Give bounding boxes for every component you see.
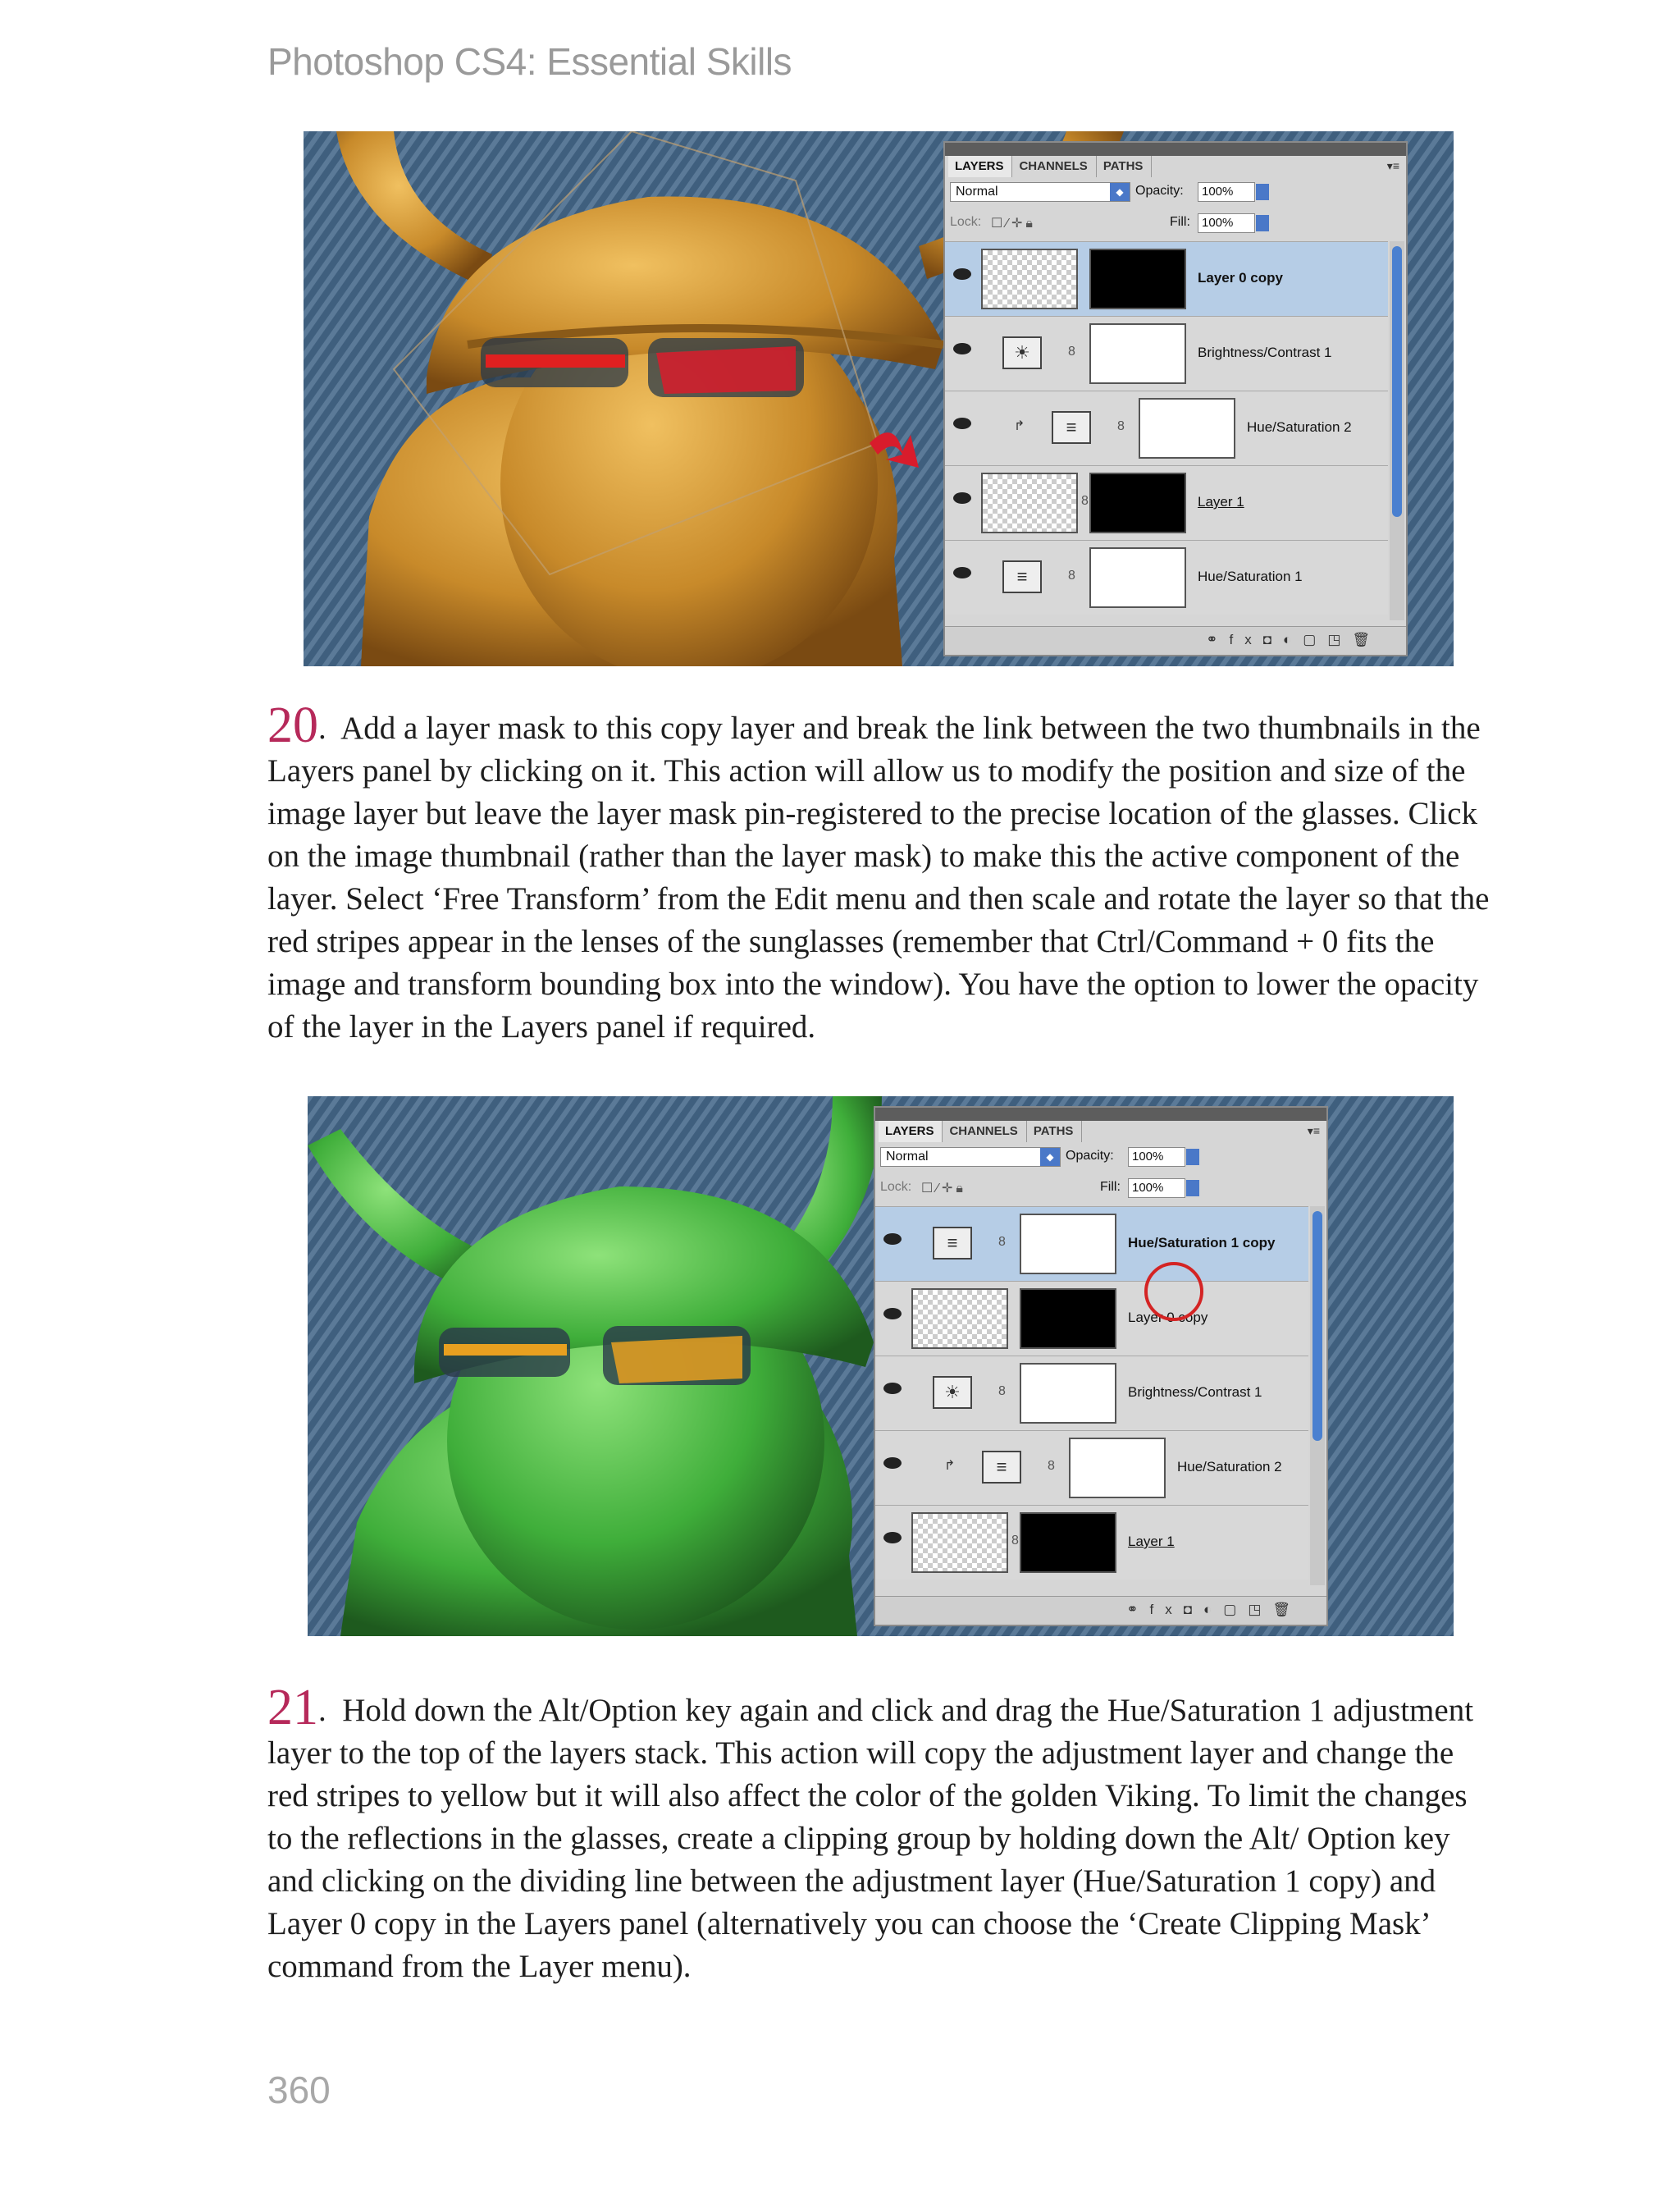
layer-row[interactable]	[875, 1505, 1308, 1580]
eye-icon[interactable]	[883, 1308, 902, 1319]
opacity-input[interactable]: 100%	[1128, 1147, 1185, 1167]
fill-label: Fill:	[1100, 1180, 1121, 1194]
panel-title-bar	[875, 1108, 1326, 1121]
step-text: Hold down the Alt/Option key again and click and drag the Hue/Saturation 1 adjustment layer to the top of the layers stack. This action will copy the adjustment layer and change the red stripes to yellow but it will also affect the color of the golden Viking. To limit the changes to the reflections in the glasses, create a clipping group by holding down the Alt/ Option key and clicking on the dividing line between the adjustment layer (Hue/Saturation 1 copy) and Layer 0 copy in the Layers panel (alternatively you can choose the ‘Create Clipping Mask’ command from the Layer menu).	[267, 1693, 1474, 1984]
panel-scrollbar[interactable]	[1310, 1206, 1325, 1585]
layer-name[interactable]: Layer 0 copy	[1198, 270, 1283, 286]
layer-row[interactable]	[875, 1206, 1308, 1281]
eye-icon[interactable]	[883, 1457, 902, 1469]
eye-icon[interactable]	[953, 492, 971, 504]
mask-thumbnail[interactable]	[1139, 398, 1235, 459]
eye-icon[interactable]	[883, 1532, 902, 1543]
layer-thumbnail[interactable]	[981, 249, 1078, 309]
lock-icons[interactable]: ☐⁄✛🔒︎	[991, 217, 1036, 231]
hue-saturation-icon: ≡	[1052, 411, 1091, 444]
fill-label: Fill:	[1170, 215, 1190, 229]
panel-tabs	[948, 156, 1152, 177]
eye-icon[interactable]	[953, 567, 971, 578]
layer-row[interactable]	[945, 316, 1388, 391]
mask-thumbnail[interactable]	[1020, 1214, 1116, 1274]
panel-menu-icon[interactable]: ▾≡	[1386, 159, 1399, 172]
layer-name[interactable]: Hue/Saturation 1 copy	[1128, 1235, 1276, 1250]
layer-row[interactable]	[945, 465, 1388, 540]
layer-name[interactable]: Brightness/Contrast 1	[1198, 345, 1332, 360]
tab-paths[interactable]: PATHS	[1097, 156, 1153, 177]
link-icon[interactable]: 8	[998, 1235, 1006, 1249]
opacity-slider-button[interactable]	[1186, 1149, 1199, 1165]
layer-name[interactable]: Hue/Saturation 2	[1247, 419, 1352, 435]
chevron-down-icon: ◆	[1040, 1148, 1060, 1166]
layer-row[interactable]	[945, 391, 1388, 465]
step-number: 20	[267, 697, 318, 753]
mask-thumbnail[interactable]	[1089, 249, 1186, 309]
panel-footer-icons[interactable]: ⚭fx◘◐▢◳🗑︎	[875, 1596, 1326, 1625]
clipping-arrow-icon: ↱	[1014, 419, 1025, 433]
layer-thumbnail[interactable]	[911, 1288, 1008, 1349]
mask-thumbnail[interactable]	[1089, 323, 1186, 384]
hue-saturation-icon: ≡	[982, 1451, 1021, 1484]
link-icon[interactable]: 8	[1068, 345, 1075, 359]
scrollbar-thumb[interactable]	[1392, 246, 1402, 517]
fill-input[interactable]: 100%	[1198, 213, 1255, 233]
click-highlight-circle	[1144, 1262, 1203, 1321]
figure-green-viking	[308, 1096, 1454, 1636]
tab-layers[interactable]: LAYERS	[948, 156, 1012, 177]
link-icon[interactable]: 8	[1048, 1459, 1055, 1473]
layer-name[interactable]: Layer 0 copy	[1128, 1310, 1208, 1325]
mask-thumbnail[interactable]	[1069, 1438, 1166, 1498]
layer-thumbnail[interactable]	[981, 473, 1078, 533]
eye-icon[interactable]	[953, 418, 971, 429]
fill-slider-button[interactable]	[1256, 215, 1269, 231]
link-icon[interactable]: 8	[1081, 494, 1089, 508]
eye-icon[interactable]	[953, 343, 971, 354]
panel-menu-icon[interactable]: ▾≡	[1307, 1124, 1320, 1137]
layer-row[interactable]	[875, 1430, 1308, 1505]
link-icon[interactable]: 8	[1068, 569, 1075, 583]
layer-name[interactable]: Hue/Saturation 2	[1177, 1459, 1282, 1474]
brightness-contrast-icon: ☀	[1002, 336, 1042, 369]
blend-mode-select[interactable]: Normal ◆	[950, 182, 1130, 202]
step-21-paragraph: 21. Hold down the Alt/Option key again and click and drag the Hue/Saturation 1 adjustment layer to the top of the layers stack. This action will copy the adjustment layer and change the red stripes to yellow but it will also affect the color of the golden Viking. To limit the changes to the reflections in the glasses, create a clipping group by holding down the Alt/ Option key and clicking on the dividing line between the adjustment layer (Hue/Saturation 1 copy) and Layer 0 copy in the Layers panel (alternatively you can choose the ‘Create Clipping Mask’ command from the Layer menu).	[267, 1680, 1474, 1984]
layer-name[interactable]: Layer 1	[1198, 494, 1244, 510]
opacity-slider-button[interactable]	[1256, 184, 1269, 200]
tab-channels[interactable]: CHANNELS	[1012, 156, 1096, 177]
link-icon[interactable]: 8	[1117, 419, 1125, 433]
panel-footer-icons[interactable]: ⚭fx◘◐▢◳🗑︎	[945, 626, 1406, 655]
lock-icons[interactable]: ☐⁄✛🔒︎	[921, 1182, 966, 1196]
lock-label: Lock:	[950, 215, 982, 229]
layer-thumbnail[interactable]	[911, 1512, 1008, 1573]
blend-mode-select[interactable]: Normal ◆	[880, 1147, 1061, 1167]
layer-row[interactable]	[945, 241, 1388, 316]
figure-golden-viking	[304, 131, 1454, 666]
mask-thumbnail[interactable]	[1089, 473, 1186, 533]
clipping-arrow-icon: ↱	[944, 1459, 956, 1473]
running-head: Photoshop CS4: Essential Skills	[267, 40, 792, 83]
fill-input[interactable]: 100%	[1128, 1178, 1185, 1198]
mask-thumbnail[interactable]	[1020, 1512, 1116, 1573]
eye-icon[interactable]	[883, 1383, 902, 1394]
fill-slider-button[interactable]	[1186, 1180, 1199, 1196]
hue-saturation-icon: ≡	[933, 1227, 972, 1260]
step-text: Add a layer mask to this copy layer and break the link between the two thumbnails in the Layers panel by clicking on it. This action will allow us to modify the position and size of the image layer but leave the layer mask pin-registered to the precise location of the glasses. Click on the image thumbnail (rather than the layer mask) to make this the active component of the layer. Select ‘Free Transform’ from the Edit menu and then scale and rotate the layer so that the red stripes appear in the lenses of the sunglasses (remember that Ctrl/Command + 0 fits the image and transform bounding box into the window). You have the option to lower the opacity of the layer in the Layers panel if required.	[267, 711, 1490, 1045]
layer-row[interactable]	[875, 1356, 1308, 1430]
layers-panel	[943, 141, 1408, 656]
eye-icon[interactable]	[883, 1233, 902, 1245]
brightness-contrast-icon: ☀	[933, 1376, 972, 1409]
eye-icon[interactable]	[953, 268, 971, 280]
layer-name[interactable]: Layer 1	[1128, 1534, 1175, 1549]
step-20-paragraph: 20. Add a layer mask to this copy layer and break the link between the two thumbnails in the Layers panel by clicking on it. This action will allow us to modify the position and size of the image layer but leave the layer mask pin-registered to the precise location of the glasses. Click on the image thumbnail (rather than the layer mask) to make this the active component of the layer. Select ‘Free Transform’ from the Edit menu and then scale and rotate the layer so that the red stripes appear in the lenses of the sunglasses (remember that Ctrl/Command + 0 fits the image and transform bounding box into the window). You have the option to lower the opacity of the layer in the Layers panel if required.	[267, 697, 1490, 1045]
layer-name[interactable]: Brightness/Contrast 1	[1128, 1384, 1262, 1400]
layers-list	[945, 241, 1388, 615]
layers-list	[875, 1206, 1308, 1580]
opacity-label: Opacity:	[1135, 184, 1184, 198]
panel-tabs	[879, 1121, 1082, 1142]
layer-row[interactable]	[875, 1281, 1308, 1356]
chevron-down-icon: ◆	[1110, 183, 1130, 201]
link-icon[interactable]: 8	[1011, 1534, 1019, 1548]
tab-channels[interactable]: CHANNELS	[943, 1121, 1026, 1142]
layers-panel	[874, 1106, 1328, 1626]
opacity-label: Opacity:	[1066, 1149, 1114, 1163]
panel-scrollbar[interactable]	[1390, 241, 1404, 620]
tab-layers[interactable]: LAYERS	[879, 1121, 943, 1142]
lock-label: Lock:	[880, 1180, 912, 1194]
link-icon[interactable]: 8	[998, 1384, 1006, 1398]
mask-thumbnail[interactable]	[1020, 1363, 1116, 1424]
tab-paths[interactable]: PATHS	[1027, 1121, 1083, 1142]
layer-row[interactable]	[945, 540, 1388, 615]
page-number: 360	[267, 2069, 331, 2111]
layer-name[interactable]: Hue/Saturation 1	[1198, 569, 1303, 584]
mask-thumbnail[interactable]	[1089, 547, 1186, 608]
opacity-input[interactable]: 100%	[1198, 182, 1255, 202]
step-number: 21	[267, 1680, 318, 1735]
scrollbar-thumb[interactable]	[1312, 1211, 1322, 1441]
hue-saturation-icon: ≡	[1002, 560, 1042, 593]
panel-title-bar	[945, 143, 1406, 156]
mask-thumbnail[interactable]	[1020, 1288, 1116, 1349]
